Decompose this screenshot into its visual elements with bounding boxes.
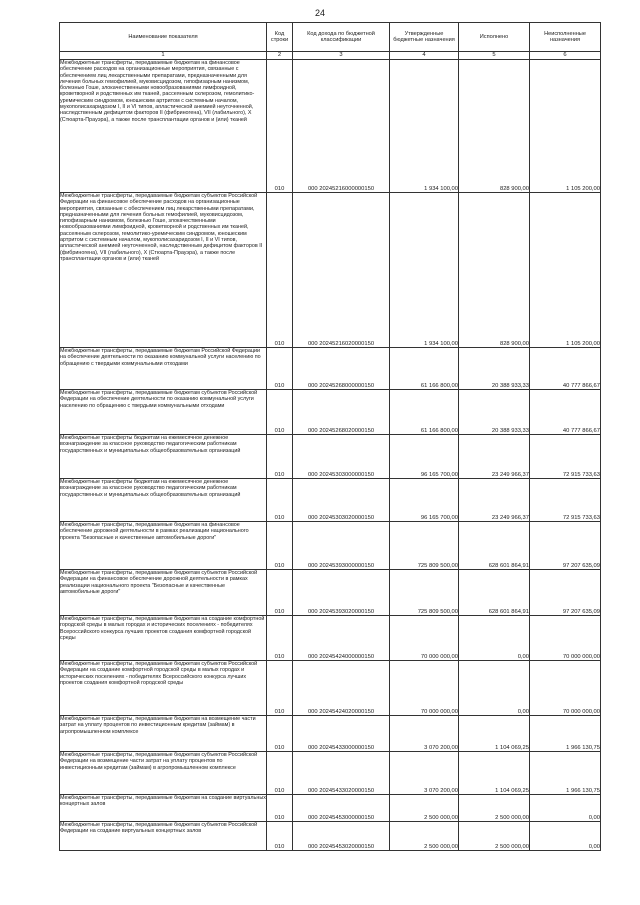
row-line-code: 010	[267, 193, 293, 348]
row-unexecuted: 72 915 733,63	[530, 479, 601, 522]
row-income-code: 000 20245424020000150	[293, 661, 390, 716]
table-row	[60, 795, 601, 822]
row-unexecuted: 0,00	[530, 822, 601, 851]
row-line-code: 010	[267, 479, 293, 522]
row-executed: 1 104 069,25	[459, 752, 530, 795]
table-row	[60, 716, 601, 752]
header-approved: Утвержденные бюджетные назначения	[390, 23, 459, 52]
row-income-code: 000 20245424000000150	[293, 616, 390, 661]
column-number: 6	[530, 52, 601, 60]
column-number: 3	[293, 52, 390, 60]
row-unexecuted: 1 966 130,75	[530, 716, 601, 752]
row-name: Межбюджетные трансферты, передаваемые бюджетам на создание комфортной городской среды в малых городах и исторических поселениях - победителях Всероссийского конкурса лучших проектов создания комфортной городской среды	[60, 616, 267, 661]
row-unexecuted: 0,00	[530, 795, 601, 822]
row-unexecuted: 1 105 200,00	[530, 60, 601, 193]
row-approved: 96 165 700,00	[390, 479, 459, 522]
row-line-code: 010	[267, 522, 293, 570]
row-income-code: 000 20245303020000150	[293, 479, 390, 522]
table-header-row	[60, 23, 601, 52]
row-name: Межбюджетные трансферты, передаваемые бюджетам Российской Федерации на обеспечение деятельности по оказанию коммунальной услуги населению по обращению с твердыми коммунальными отходами	[60, 348, 267, 390]
row-unexecuted: 40 777 866,67	[530, 390, 601, 435]
table-row	[60, 616, 601, 661]
header-line-code: Код строки	[267, 23, 293, 52]
table-row	[60, 193, 601, 348]
row-name: Межбюджетные трансферты бюджетам на ежемесячное денежное вознаграждение за классное руководство педагогическим работникам государственных и муниципальных общеобразовательных организаций	[60, 435, 267, 479]
table-row	[60, 390, 601, 435]
page-number: 24	[314, 8, 325, 18]
row-unexecuted: 70 000 000,00	[530, 616, 601, 661]
table-row	[60, 479, 601, 522]
row-income-code: 000 20245216020000150	[293, 193, 390, 348]
table-row	[60, 661, 601, 716]
row-name: Межбюджетные трансферты, передаваемые бюджетам субъектов Российской Федерации на финансовое обеспечение расходов на организационные мероприятия, связанные с обеспечением лиц лекарственными препаратами, предназначенными для лечения больных гемофилией, муковисцидозом, гипофизарным нанизмом, болезнью Гоше, злокачественными новообразованиями лимфоидной, кроветворной и родственных им тканей, рассеянным склерозом, гемолитико-уремическим синдромом, юношеским артритом с системным началом, мукополисахаридозом I, II и VI типов, апластической анемией неуточненной, наследственным дефицитом факторов II (фибриногена), VII (лабильного), X (Стюарта-Прауэра), а также после трансплантации органов и (или) тканей	[60, 193, 267, 348]
row-name: Межбюджетные трансферты, передаваемые бюджетам субъектов Российской Федерации на создание виртуальных концертных залов	[60, 822, 267, 851]
row-unexecuted: 97 207 635,09	[530, 522, 601, 570]
row-income-code: 000 20245303000000150	[293, 435, 390, 479]
row-line-code: 010	[267, 661, 293, 716]
column-number-row	[60, 52, 601, 60]
row-name: Межбюджетные трансферты, передаваемые бюджетам на финансовое обеспечение расходов на организационные мероприятия, связанные с обеспечением лиц лекарственными препаратами, предназначенными для лечения больных гемофилией, муковисцидозом, гипофизарным нанизмом, болезнью Гоше, злокачественными новообразованиями лимфоидной, кроветворной и родственных им тканей, рассеянным склерозом, гемолитико-уремическим синдромом, юношеским артритом с системным началом, мукополисахаридозом I, II и VI типов, апластической анемией неуточненной, наследственным дефицитом факторов II (фибриногена), VII (лабильного), X (Стюарта-Прауэра), а также после трансплантации органов и (или) тканей	[60, 60, 267, 193]
row-approved: 725 809 500,00	[390, 522, 459, 570]
row-name: Межбюджетные трансферты, передаваемые бюджетам на создание виртуальных концертных залов	[60, 795, 267, 822]
row-approved: 725 809 500,00	[390, 570, 459, 616]
row-name: Межбюджетные трансферты, передаваемые бюджетам на возмещение части затрат на уплату процентов по инвестиционным кредитам (займам) в агропромышленном комплексе	[60, 716, 267, 752]
row-income-code: 000 20245268020000150	[293, 390, 390, 435]
row-income-code: 000 20245393020000150	[293, 570, 390, 616]
row-approved: 96 165 700,00	[390, 435, 459, 479]
row-approved: 61 166 800,00	[390, 390, 459, 435]
column-number: 4	[390, 52, 459, 60]
row-name: Межбюджетные трансферты, передаваемые бюджетам субъектов Российской Федерации на создание комфортной городской среды в малых городах и исторических поселениях - победителях Всероссийского конкурса лучших проектов создания комфортной городской среды	[60, 661, 267, 716]
row-executed: 23 249 966,37	[459, 435, 530, 479]
header-unexecuted: Неисполненные назначения	[530, 23, 601, 52]
row-approved: 61 166 800,00	[390, 348, 459, 390]
column-number: 5	[459, 52, 530, 60]
row-line-code: 010	[267, 390, 293, 435]
row-line-code: 010	[267, 616, 293, 661]
row-executed: 20 388 933,33	[459, 390, 530, 435]
row-unexecuted: 1 966 130,75	[530, 752, 601, 795]
row-unexecuted: 70 000 000,00	[530, 661, 601, 716]
table-row	[60, 570, 601, 616]
row-approved: 2 500 000,00	[390, 795, 459, 822]
table-row	[60, 752, 601, 795]
row-name: Межбюджетные трансферты, передаваемые бюджетам на финансовое обеспечение дорожной деятельности в рамках реализации национального проекта "Безопасные и качественные автомобильные дороги"	[60, 522, 267, 570]
table-row	[60, 435, 601, 479]
row-approved: 1 934 100,00	[390, 60, 459, 193]
row-line-code: 010	[267, 60, 293, 193]
row-approved: 70 000 000,00	[390, 661, 459, 716]
row-income-code: 000 20245393000000150	[293, 522, 390, 570]
row-name: Межбюджетные трансферты, передаваемые бюджетам субъектов Российской Федерации на возмещение части затрат на уплату процентов по инвестиционным кредитам (займам) в агропромышленном комплексе	[60, 752, 267, 795]
row-name: Межбюджетные трансферты, передаваемые бюджетам субъектов Российской Федерации на финансовое обеспечение дорожной деятельности в рамках реализации национального проекта "Безопасные и качественные автомобильные дороги"	[60, 570, 267, 616]
header-executed: Исполнено	[459, 23, 530, 52]
row-executed: 20 388 933,33	[459, 348, 530, 390]
row-line-code: 010	[267, 570, 293, 616]
row-approved: 1 934 100,00	[390, 193, 459, 348]
row-name: Межбюджетные трансферты, передаваемые бюджетам субъектов Российской Федерации на обеспечение деятельности по оказанию коммунальной услуги населению по обращению с твердыми коммунальными отходами	[60, 390, 267, 435]
row-approved: 3 070 200,00	[390, 716, 459, 752]
header-name: Наименование показателя	[60, 23, 267, 52]
row-approved: 70 000 000,00	[390, 616, 459, 661]
row-income-code: 000 20245453000000150	[293, 795, 390, 822]
table-row	[60, 348, 601, 390]
row-approved: 2 500 000,00	[390, 822, 459, 851]
row-executed: 0,00	[459, 616, 530, 661]
column-number: 1	[60, 52, 267, 60]
row-executed: 628 601 864,91	[459, 522, 530, 570]
row-executed: 0,00	[459, 661, 530, 716]
row-income-code: 000 20245216000000150	[293, 60, 390, 193]
table-row	[60, 822, 601, 851]
row-name: Межбюджетные трансферты бюджетам на ежемесячное денежное вознаграждение за классное руководство педагогическим работникам государственных и муниципальных общеобразовательных организаций	[60, 479, 267, 522]
row-income-code: 000 20245433000000150	[293, 716, 390, 752]
row-approved: 3 070 200,00	[390, 752, 459, 795]
header-income-code: Код дохода по бюджетной классификации	[293, 23, 390, 52]
row-executed: 828 900,00	[459, 60, 530, 193]
row-executed: 2 500 000,00	[459, 822, 530, 851]
row-line-code: 010	[267, 716, 293, 752]
row-line-code: 010	[267, 795, 293, 822]
row-executed: 628 601 864,91	[459, 570, 530, 616]
budget-income-table	[59, 22, 601, 851]
row-executed: 23 249 966,37	[459, 479, 530, 522]
table-row	[60, 60, 601, 193]
row-executed: 2 500 000,00	[459, 795, 530, 822]
row-income-code: 000 20245453020000150	[293, 822, 390, 851]
row-income-code: 000 20245433020000150	[293, 752, 390, 795]
row-line-code: 010	[267, 435, 293, 479]
table-row	[60, 522, 601, 570]
column-number: 2	[267, 52, 293, 60]
row-unexecuted: 72 915 733,63	[530, 435, 601, 479]
row-line-code: 010	[267, 822, 293, 851]
row-unexecuted: 40 777 866,67	[530, 348, 601, 390]
row-executed: 1 104 069,25	[459, 716, 530, 752]
row-unexecuted: 1 105 200,00	[530, 193, 601, 348]
row-executed: 828 900,00	[459, 193, 530, 348]
row-income-code: 000 20245268000000150	[293, 348, 390, 390]
row-line-code: 010	[267, 348, 293, 390]
row-line-code: 010	[267, 752, 293, 795]
row-unexecuted: 97 207 635,09	[530, 570, 601, 616]
